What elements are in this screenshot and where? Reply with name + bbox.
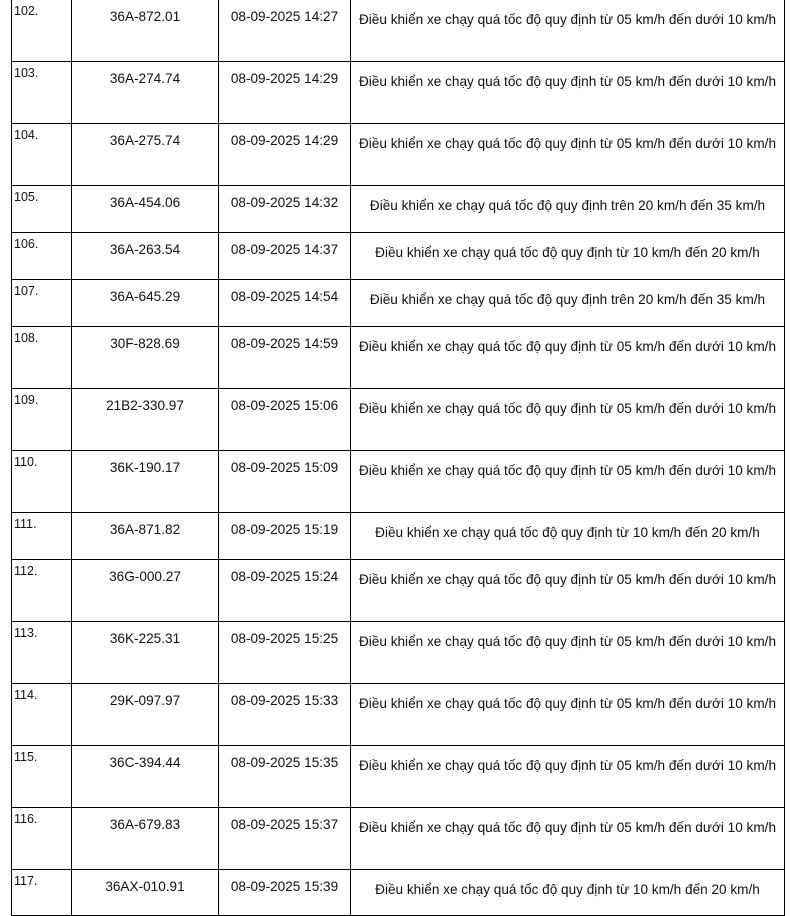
license-plate: 36K-225.31 — [72, 622, 219, 684]
table-row — [12, 451, 785, 513]
license-plate: 30F-828.69 — [72, 327, 219, 389]
row-number: 116. — [12, 808, 72, 870]
violation-time: 08-09-2025 14:32 — [219, 186, 351, 233]
row-number: 117. — [12, 870, 72, 916]
license-plate: 21B2-330.97 — [72, 389, 219, 451]
violation-description: Điều khiển xe chạy quá tốc độ quy định từ 05 km/h đến dưới 10 km/h — [351, 808, 785, 870]
row-number: 108. — [12, 327, 72, 389]
row-number: 104. — [12, 124, 72, 186]
violation-description: Điều khiển xe chạy quá tốc độ quy định từ 05 km/h đến dưới 10 km/h — [351, 124, 785, 186]
violation-time: 08-09-2025 15:35 — [219, 746, 351, 808]
violation-time: 08-09-2025 15:37 — [219, 808, 351, 870]
table-row — [12, 622, 785, 684]
table-row — [12, 513, 785, 560]
violation-description: Điều khiển xe chạy quá tốc độ quy định từ 10 km/h đến 20 km/h — [351, 233, 785, 280]
violation-description: Điều khiển xe chạy quá tốc độ quy định từ 05 km/h đến dưới 10 km/h — [351, 327, 785, 389]
violation-description: Điều khiển xe chạy quá tốc độ quy định từ 05 km/h đến dưới 10 km/h — [351, 451, 785, 513]
row-number: 110. — [12, 451, 72, 513]
violation-time: 08-09-2025 15:19 — [219, 513, 351, 560]
license-plate: 29K-097.97 — [72, 684, 219, 746]
row-number: 107. — [12, 280, 72, 327]
violation-description: Điều khiển xe chạy quá tốc độ quy định trên 20 km/h đến 35 km/h — [351, 280, 785, 327]
violation-time: 08-09-2025 15:25 — [219, 622, 351, 684]
row-number: 113. — [12, 622, 72, 684]
table-row — [12, 327, 785, 389]
table-row — [12, 746, 785, 808]
license-plate: 36A-871.82 — [72, 513, 219, 560]
table-row — [12, 684, 785, 746]
violation-time: 08-09-2025 15:39 — [219, 870, 351, 916]
row-number: 106. — [12, 233, 72, 280]
license-plate: 36A-679.83 — [72, 808, 219, 870]
table-row — [12, 870, 785, 916]
row-number: 112. — [12, 560, 72, 622]
table-row — [12, 560, 785, 622]
license-plate: 36A-275.74 — [72, 124, 219, 186]
violation-time: 08-09-2025 14:29 — [219, 62, 351, 124]
table-row — [12, 0, 785, 62]
license-plate: 36A-645.29 — [72, 280, 219, 327]
license-plate: 36C-394.44 — [72, 746, 219, 808]
violation-time: 08-09-2025 14:37 — [219, 233, 351, 280]
row-number: 105. — [12, 186, 72, 233]
license-plate: 36AX-010.91 — [72, 870, 219, 916]
violation-description: Điều khiển xe chạy quá tốc độ quy định từ 05 km/h đến dưới 10 km/h — [351, 746, 785, 808]
table-row — [12, 62, 785, 124]
license-plate: 36K-190.17 — [72, 451, 219, 513]
violation-time: 08-09-2025 14:29 — [219, 124, 351, 186]
license-plate: 36A-263.54 — [72, 233, 219, 280]
license-plate: 36A-454.06 — [72, 186, 219, 233]
violation-description: Điều khiển xe chạy quá tốc độ quy định từ 05 km/h đến dưới 10 km/h — [351, 560, 785, 622]
violation-description: Điều khiển xe chạy quá tốc độ quy định từ 10 km/h đến 20 km/h — [351, 513, 785, 560]
table-row — [12, 233, 785, 280]
row-number: 103. — [12, 62, 72, 124]
violation-description: Điều khiển xe chạy quá tốc độ quy định từ 05 km/h đến dưới 10 km/h — [351, 62, 785, 124]
violation-description: Điều khiển xe chạy quá tốc độ quy định từ 05 km/h đến dưới 10 km/h — [351, 684, 785, 746]
violation-description: Điều khiển xe chạy quá tốc độ quy định từ 10 km/h đến 20 km/h — [351, 870, 785, 916]
violation-time: 08-09-2025 14:27 — [219, 0, 351, 62]
license-plate: 36A-274.74 — [72, 62, 219, 124]
violation-time: 08-09-2025 14:54 — [219, 280, 351, 327]
violations-table — [11, 0, 785, 916]
table-row — [12, 389, 785, 451]
row-number: 115. — [12, 746, 72, 808]
violation-time: 08-09-2025 15:33 — [219, 684, 351, 746]
violation-description: Điều khiển xe chạy quá tốc độ quy định trên 20 km/h đến 35 km/h — [351, 186, 785, 233]
table-row — [12, 124, 785, 186]
license-plate: 36A-872.01 — [72, 0, 219, 62]
table-row — [12, 280, 785, 327]
violation-time: 08-09-2025 15:24 — [219, 560, 351, 622]
violation-time: 08-09-2025 15:06 — [219, 389, 351, 451]
violation-description: Điều khiển xe chạy quá tốc độ quy định từ 05 km/h đến dưới 10 km/h — [351, 0, 785, 62]
row-number: 111. — [12, 513, 72, 560]
violation-description: Điều khiển xe chạy quá tốc độ quy định từ 05 km/h đến dưới 10 km/h — [351, 389, 785, 451]
row-number: 102. — [12, 0, 72, 62]
violation-time: 08-09-2025 14:59 — [219, 327, 351, 389]
table-row — [12, 808, 785, 870]
table-row — [12, 186, 785, 233]
row-number: 114. — [12, 684, 72, 746]
row-number: 109. — [12, 389, 72, 451]
license-plate: 36G-000.27 — [72, 560, 219, 622]
violation-time: 08-09-2025 15:09 — [219, 451, 351, 513]
violation-description: Điều khiển xe chạy quá tốc độ quy định từ 05 km/h đến dưới 10 km/h — [351, 622, 785, 684]
